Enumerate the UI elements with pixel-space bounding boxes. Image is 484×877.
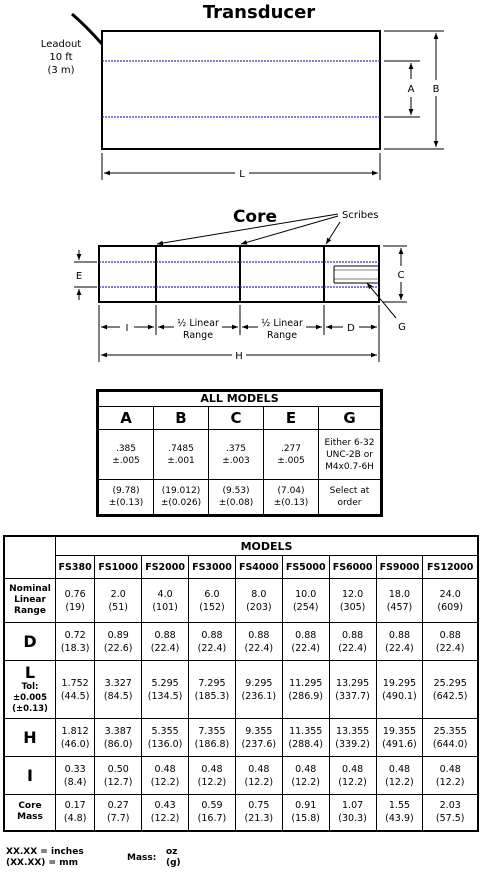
row-label <box>4 795 56 831</box>
table-cell <box>56 757 95 795</box>
cell-mm: (15.8) <box>291 813 320 825</box>
row-label <box>4 579 56 623</box>
cell-inches: 9.355 <box>245 725 273 737</box>
cell-mm: (22.6) <box>103 642 133 654</box>
table-cell <box>142 579 189 623</box>
cell-inches: 0.17 <box>64 800 86 812</box>
cell-mm: (337.7) <box>335 690 370 702</box>
table-cell <box>376 719 423 757</box>
table-cell <box>189 795 236 831</box>
cell-mm: (12.2) <box>244 776 274 788</box>
cell-mm: (339.2) <box>335 738 370 750</box>
row-label-text: Core Mass <box>17 801 43 823</box>
table-cell <box>329 757 376 795</box>
cell-inches: 19.295 <box>382 677 417 689</box>
all-models-table <box>96 389 383 517</box>
table-cell <box>376 757 423 795</box>
cell-inches: 0.88 <box>248 629 270 641</box>
table-cell <box>423 757 478 795</box>
cell-inches: 0.89 <box>107 629 129 641</box>
e-inches: .277 ±.005 <box>264 430 319 480</box>
cell-inches: 2.0 <box>110 588 126 600</box>
table-cell <box>423 623 478 661</box>
cell-mm: (16.7) <box>197 813 227 825</box>
table-cell <box>423 795 478 831</box>
cell-inches: 0.75 <box>248 800 270 812</box>
table-cell <box>376 661 423 719</box>
cell-inches: 1.752 <box>61 677 89 689</box>
dim-g-label: G <box>398 322 406 333</box>
cell-mm: (12.2) <box>385 776 414 788</box>
dim-b-label: B <box>432 84 440 95</box>
table-cell <box>329 623 376 661</box>
row-label-text: L <box>24 663 36 682</box>
table-cell <box>142 795 189 831</box>
cell-inches: 1.07 <box>342 800 364 812</box>
cell-mm: (12.2) <box>197 776 227 788</box>
corner-cell <box>4 536 56 579</box>
table-row <box>4 623 478 661</box>
half-range-2-line1: ½ Linear <box>261 318 303 329</box>
table-cell <box>142 757 189 795</box>
cell-mm: (46.0) <box>60 738 90 750</box>
table-cell <box>282 661 329 719</box>
cell-inches: 3.387 <box>104 725 132 737</box>
cell-inches: 10.0 <box>295 588 317 600</box>
col-g: G <box>319 407 382 430</box>
cell-mm: (12.2) <box>150 813 180 825</box>
table-cell <box>329 579 376 623</box>
cell-mm: (642.5) <box>432 690 468 702</box>
cell-inches: 19.355 <box>382 725 417 737</box>
cell-inches: 7.295 <box>198 677 226 689</box>
mass-units <box>166 847 181 869</box>
dim-c-label: C <box>397 270 405 281</box>
row-sublabel: Tol: ±0.005 (±0.13) <box>12 682 48 714</box>
model-name-fs3000: FS3000 <box>189 556 236 579</box>
a-mm: (9.78) ±(0.13) <box>98 480 154 516</box>
cell-inches: 12.0 <box>342 588 364 600</box>
row-label <box>4 623 56 661</box>
models-body <box>4 579 478 831</box>
leadout-label-2: 10 ft <box>49 52 73 63</box>
models-title: MODELS <box>56 536 479 556</box>
table-cell <box>282 623 329 661</box>
cell-mm: (18.3) <box>60 642 90 654</box>
table-row <box>4 757 478 795</box>
cell-inches: 0.88 <box>201 629 223 641</box>
cell-mm: (101) <box>152 601 178 613</box>
cell-inches: 5.295 <box>151 677 179 689</box>
legend-inches: XX.XX = inches <box>6 847 84 857</box>
table-cell <box>189 661 236 719</box>
cell-mm: (136.0) <box>147 738 183 750</box>
col-c: C <box>209 407 264 430</box>
table-cell <box>235 579 282 623</box>
half-range-1-line1: ½ Linear <box>177 318 219 329</box>
cell-mm: (236.1) <box>241 690 277 702</box>
cell-mm: (22.4) <box>338 642 367 654</box>
cell-mm: (84.5) <box>103 690 133 702</box>
cell-mm: (21.3) <box>244 813 274 825</box>
table-cell <box>329 719 376 757</box>
table-cell <box>56 795 95 831</box>
table-cell <box>142 719 189 757</box>
table-cell <box>376 623 423 661</box>
cell-mm: (12.2) <box>291 776 320 788</box>
cell-mm: (22.4) <box>385 642 414 654</box>
cell-mm: (22.4) <box>197 642 227 654</box>
row-label-text: H <box>23 727 37 747</box>
cell-inches: 25.355 <box>433 725 467 737</box>
cell-inches: 2.03 <box>439 800 461 812</box>
dim-l-label: L <box>239 169 245 180</box>
table-cell <box>235 661 282 719</box>
dim-e-label: E <box>75 271 83 282</box>
cell-mm: (51) <box>108 601 128 613</box>
table-cell <box>142 623 189 661</box>
table-cell <box>423 579 478 623</box>
table-row <box>4 795 478 831</box>
cell-mm: (7.7) <box>106 813 130 825</box>
cell-inches: 13.295 <box>335 677 370 689</box>
a-inches: .385 ±.005 <box>98 430 154 480</box>
cell-mm: (254) <box>292 601 319 613</box>
mass-unit-g: (g) <box>166 858 181 868</box>
table-cell <box>282 579 329 623</box>
cell-mm: (491.6) <box>382 738 417 750</box>
row-label <box>4 719 56 757</box>
b-inches: .7485 ±.001 <box>154 430 209 480</box>
row-label-text: Nominal Linear Range <box>9 584 51 616</box>
table-cell <box>189 719 236 757</box>
cell-inches: 13.355 <box>335 725 370 737</box>
cell-mm: (237.6) <box>241 738 277 750</box>
cell-inches: 5.355 <box>151 725 179 737</box>
cell-inches: 0.48 <box>248 763 270 775</box>
leadout-label-3: (3 m) <box>47 65 75 76</box>
cell-mm: (286.9) <box>288 690 324 702</box>
table-cell <box>56 719 95 757</box>
cell-inches: 0.88 <box>154 629 176 641</box>
table-cell <box>282 719 329 757</box>
cell-inches: 11.355 <box>289 725 323 737</box>
table-cell <box>235 623 282 661</box>
cell-inches: 11.295 <box>289 677 323 689</box>
cell-inches: 0.43 <box>154 800 176 812</box>
b-mm: (19.012) ±(0.026) <box>154 480 209 516</box>
scribe-pointer-3 <box>326 222 340 244</box>
half-range-2-line2: Range <box>266 330 298 341</box>
dim-a-label: A <box>407 84 415 95</box>
cell-mm: (203) <box>246 601 272 613</box>
cell-mm: (4.8) <box>63 813 87 825</box>
cell-mm: (152) <box>199 601 225 613</box>
cell-inches: 0.59 <box>201 800 223 812</box>
table-cell <box>282 795 329 831</box>
cell-inches: 0.48 <box>154 763 176 775</box>
table-cell <box>95 579 142 623</box>
col-e: E <box>264 407 319 430</box>
table-cell <box>189 579 236 623</box>
cell-inches: 0.88 <box>439 629 461 641</box>
cell-inches: 0.27 <box>107 800 129 812</box>
cell-inches: 0.72 <box>64 629 86 641</box>
units-legend <box>6 847 84 869</box>
cell-inches: 1.812 <box>61 725 89 737</box>
row-label-text: D <box>23 631 37 651</box>
cell-mm: (19) <box>65 601 85 613</box>
table-cell <box>142 661 189 719</box>
table-cell <box>329 795 376 831</box>
table-cell <box>95 757 142 795</box>
all-models-mm-row <box>98 480 382 516</box>
cell-mm: (185.3) <box>194 690 230 702</box>
dim-d-label: D <box>347 323 355 334</box>
table-cell <box>95 795 142 831</box>
core-title: Core <box>232 207 278 227</box>
table-row <box>4 719 478 757</box>
cell-inches: 0.48 <box>295 763 317 775</box>
cell-inches: 0.91 <box>295 800 317 812</box>
row-label <box>4 661 56 719</box>
model-name-fs5000: FS5000 <box>282 556 329 579</box>
c-mm: (9.53) ±(0.08) <box>209 480 264 516</box>
cell-mm: (12.2) <box>435 776 465 788</box>
models-table <box>3 535 479 832</box>
cell-mm: (12.2) <box>150 776 180 788</box>
cell-mm: (22.4) <box>291 642 320 654</box>
table-cell <box>189 757 236 795</box>
cell-mm: (12.7) <box>103 776 133 788</box>
cell-mm: (490.1) <box>382 690 417 702</box>
cell-mm: (22.4) <box>435 642 465 654</box>
c-inches: .375 ±.003 <box>209 430 264 480</box>
table-cell <box>282 757 329 795</box>
cell-inches: 8.0 <box>251 588 267 600</box>
col-b: B <box>154 407 209 430</box>
cell-mm: (644.0) <box>432 738 468 750</box>
drawings <box>0 0 484 380</box>
cell-mm: (8.4) <box>63 776 87 788</box>
table-cell <box>189 623 236 661</box>
table-cell <box>95 623 142 661</box>
table-cell <box>376 579 423 623</box>
cell-inches: 0.76 <box>64 588 86 600</box>
g-mm: Select at order <box>319 480 382 516</box>
cell-inches: 4.0 <box>157 588 173 600</box>
all-models-title: ALL MODELS <box>98 391 382 407</box>
table-cell <box>235 719 282 757</box>
model-name-fs380: FS380 <box>56 556 95 579</box>
cell-inches: 18.0 <box>388 588 411 600</box>
cell-inches: 6.0 <box>204 588 220 600</box>
model-name-fs12000: FS12000 <box>423 556 478 579</box>
leadout-label-1: Leadout <box>40 39 82 50</box>
cell-inches: 0.88 <box>342 629 364 641</box>
cell-mm: (609) <box>437 601 463 613</box>
table-cell <box>56 579 95 623</box>
table-cell <box>329 661 376 719</box>
mass-label: Mass: <box>127 853 157 863</box>
cell-inches: 3.327 <box>104 677 132 689</box>
dim-i-label: I <box>125 323 129 334</box>
cell-mm: (134.5) <box>147 690 183 702</box>
half-range-1-line2: Range <box>182 330 214 341</box>
cell-mm: (12.2) <box>338 776 367 788</box>
mass-unit-oz: oz <box>166 847 178 857</box>
cell-inches: 0.88 <box>388 629 411 641</box>
table-cell <box>423 719 478 757</box>
model-name-fs9000: FS9000 <box>376 556 423 579</box>
legend-mm: (XX.XX) = mm <box>6 858 78 868</box>
model-name-fs4000: FS4000 <box>235 556 282 579</box>
table-cell <box>95 719 142 757</box>
cell-mm: (457) <box>386 601 413 613</box>
cell-mm: (30.3) <box>338 813 367 825</box>
table-cell <box>423 661 478 719</box>
cell-mm: (22.4) <box>244 642 274 654</box>
model-name-fs1000: FS1000 <box>95 556 142 579</box>
cell-inches: 1.55 <box>388 800 411 812</box>
cell-inches: 0.48 <box>439 763 461 775</box>
cell-inches: 25.295 <box>433 677 467 689</box>
e-mm: (7.04) ±(0.13) <box>264 480 319 516</box>
cell-inches: 7.355 <box>198 725 226 737</box>
dim-h-label: H <box>235 351 243 362</box>
transducer-body <box>102 31 380 149</box>
model-name-fs2000: FS2000 <box>142 556 189 579</box>
cell-mm: (44.5) <box>60 690 90 702</box>
cell-mm: (305) <box>339 601 366 613</box>
cell-mm: (186.8) <box>194 738 230 750</box>
col-a: A <box>98 407 154 430</box>
all-models-inches-row <box>98 430 382 480</box>
cell-inches: 0.50 <box>107 763 129 775</box>
row-label-text: I <box>27 765 33 785</box>
table-cell <box>95 661 142 719</box>
model-name-row <box>4 556 478 579</box>
cell-inches: 0.33 <box>64 763 86 775</box>
table-cell <box>56 623 95 661</box>
cell-inches: 0.48 <box>388 763 411 775</box>
table-row <box>4 661 478 719</box>
cell-inches: 0.88 <box>295 629 317 641</box>
scribes-label: Scribes <box>342 210 379 221</box>
table-cell <box>56 661 95 719</box>
table-cell <box>235 757 282 795</box>
cell-inches: 24.0 <box>439 588 461 600</box>
cell-inches: 9.295 <box>245 677 273 689</box>
cell-inches: 0.48 <box>201 763 223 775</box>
table-cell <box>235 795 282 831</box>
cell-mm: (22.4) <box>150 642 180 654</box>
row-label <box>4 757 56 795</box>
cell-mm: (288.4) <box>288 738 324 750</box>
g-inches: Either 6-32 UNC-2B or M4x0.7-6H <box>319 430 382 480</box>
cell-mm: (86.0) <box>103 738 133 750</box>
model-name-fs6000: FS6000 <box>329 556 376 579</box>
cell-mm: (57.5) <box>435 813 465 825</box>
table-cell <box>376 795 423 831</box>
table-row <box>4 579 478 623</box>
cell-mm: (43.9) <box>385 813 414 825</box>
cell-inches: 0.48 <box>342 763 364 775</box>
transducer-title: Transducer <box>202 2 316 23</box>
